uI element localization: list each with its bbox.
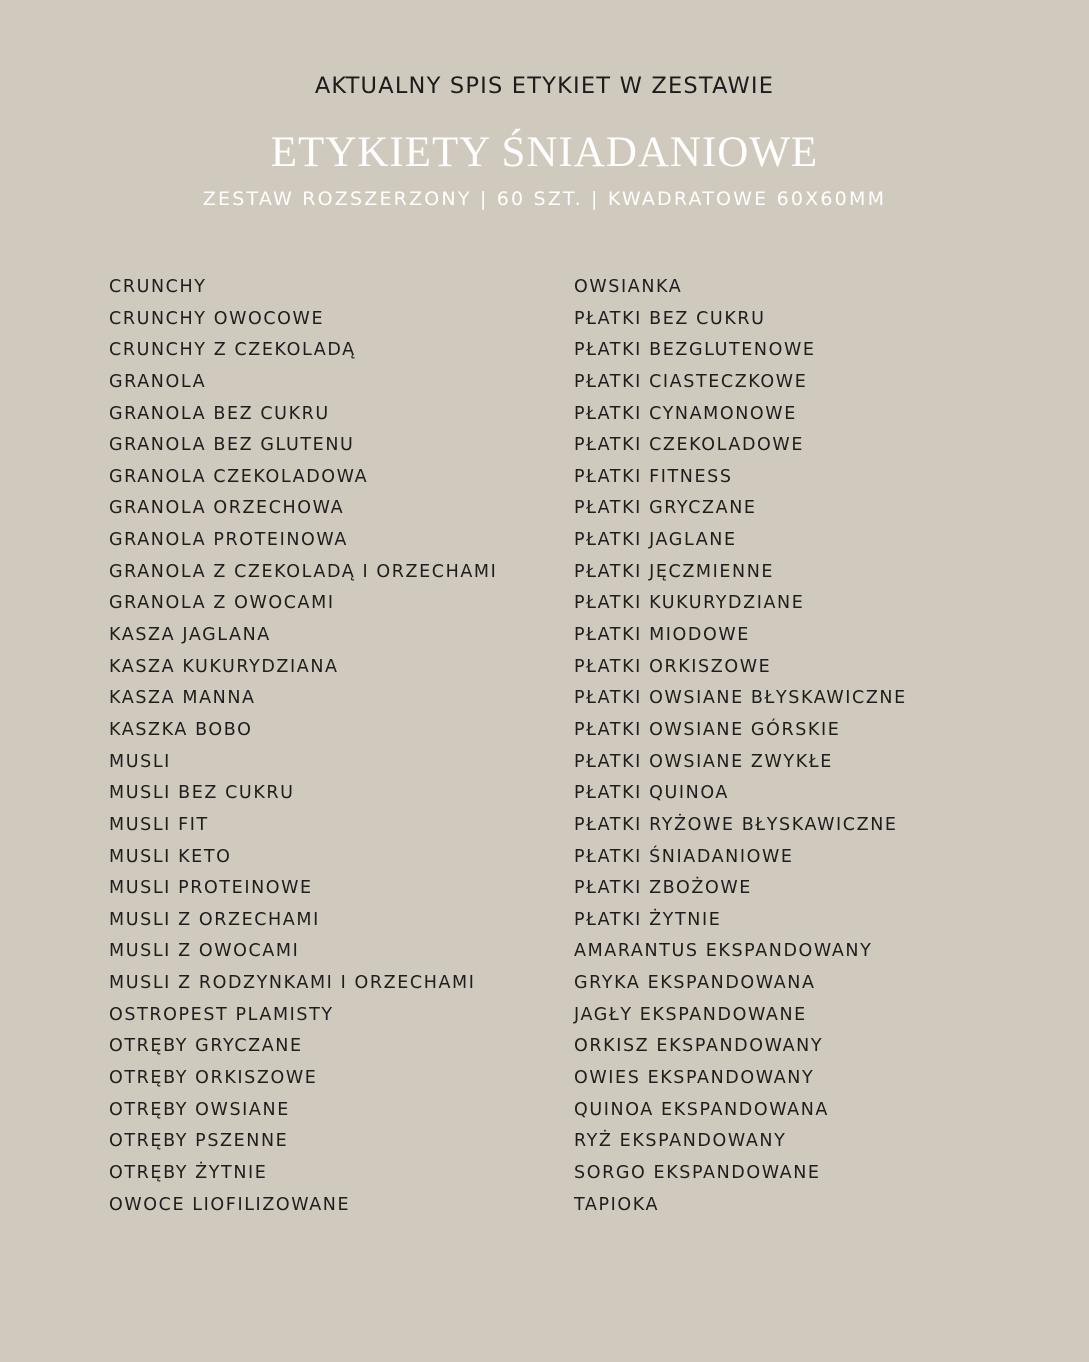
- label-item: OTRĘBY OWSIANE: [109, 1099, 290, 1120]
- label-item: MUSLI KETO: [109, 846, 232, 867]
- label-item: MUSLI Z RODZYNKAMI I ORZECHAMI: [109, 973, 476, 994]
- label-item: KASZKA BOBO: [109, 719, 253, 740]
- set-subtitle: ZESTAW ROZSZERZONY | 60 SZT. | KWADRATOWE 60X60MM: [202, 188, 887, 210]
- label-item: PŁATKI FITNESS: [574, 466, 733, 487]
- label-item: OWIES EKSPANDOWANY: [574, 1068, 815, 1089]
- label-item: OWOCE LIOFILIZOWANE: [109, 1194, 351, 1215]
- label-item: MUSLI BEZ CUKRU: [109, 783, 295, 804]
- label-item: PŁATKI BEZ CUKRU: [574, 308, 766, 329]
- label-item: PŁATKI OWSIANE ZWYKŁE: [574, 751, 833, 772]
- label-item: GRANOLA Z CZEKOLADĄ I ORZECHAMI: [109, 561, 498, 582]
- label-item: CRUNCHY: [109, 277, 207, 297]
- label-item: KASZA MANNA: [109, 688, 256, 709]
- label-item: PŁATKI JĘCZMIENNE: [574, 561, 775, 582]
- label-item: MUSLI PROTEINOWE: [109, 878, 313, 899]
- label-item: KASZA JAGLANA: [109, 625, 271, 646]
- label-item: PŁATKI CYNAMONOWE: [574, 403, 797, 424]
- label-item: GRANOLA PROTEINOWA: [109, 530, 348, 551]
- label-item: OTRĘBY ŻYTNIE: [109, 1162, 268, 1183]
- label-item: MUSLI Z ORZECHAMI: [109, 909, 320, 930]
- label-item: PŁATKI CZEKOLADOWE: [574, 435, 804, 456]
- label-item: AMARANTUS EKSPANDOWANY: [574, 941, 873, 962]
- label-item: PŁATKI ŚNIADANIOWE: [574, 846, 794, 867]
- label-item: PŁATKI GRYCZANE: [574, 498, 757, 519]
- page-title: ETYKIETY ŚNIADANIOWE: [270, 129, 819, 176]
- label-item: GRANOLA: [109, 371, 207, 392]
- label-item: GRYKA EKSPANDOWANA: [574, 973, 816, 994]
- label-item: PŁATKI KUKURYDZIANE: [574, 593, 805, 614]
- label-item: OSTROPEST PLAMISTY: [109, 1004, 334, 1025]
- label-item: MUSLI: [109, 751, 171, 772]
- label-item: PŁATKI BEZGLUTENOWE: [574, 340, 816, 361]
- label-item: PŁATKI ORKISZOWE: [574, 656, 772, 677]
- label-item: PŁATKI QUINOA: [574, 783, 729, 804]
- label-item: PŁATKI OWSIANE BŁYSKAWICZNE: [574, 688, 907, 709]
- label-item: CRUNCHY OWOCOWE: [109, 308, 325, 329]
- label-item: SORGO EKSPANDOWANE: [574, 1162, 821, 1183]
- label-item: PŁATKI CIASTECZKOWE: [574, 371, 808, 392]
- label-item: TAPIOKA: [574, 1194, 660, 1215]
- label-item: GRANOLA Z OWOCAMI: [109, 593, 335, 614]
- label-item: PŁATKI OWSIANE GÓRSKIE: [574, 719, 841, 740]
- label-item: GRANOLA BEZ CUKRU: [109, 403, 330, 424]
- label-item: JAGŁY EKSPANDOWANE: [574, 1004, 807, 1025]
- label-item: PŁATKI MIODOWE: [574, 625, 750, 646]
- label-item: ORKISZ EKSPANDOWANY: [574, 1036, 824, 1057]
- label-item: MUSLI FIT: [109, 814, 209, 835]
- label-item: CRUNCHY Z CZEKOLADĄ: [109, 340, 356, 361]
- label-item: GRANOLA BEZ GLUTENU: [109, 435, 355, 456]
- label-list-left-column: [109, 272, 549, 1221]
- label-item: PŁATKI RYŻOWE BŁYSKAWICZNE: [574, 814, 898, 835]
- label-item: OTRĘBY GRYCZANE: [109, 1036, 303, 1057]
- label-item: OTRĘBY PSZENNE: [109, 1131, 289, 1152]
- label-item: GRANOLA ORZECHOWA: [109, 498, 345, 519]
- label-item: GRANOLA CZEKOLADOWA: [109, 466, 369, 487]
- label-item: PŁATKI JAGLANE: [574, 530, 737, 551]
- label-item: KASZA KUKURYDZIANA: [109, 656, 339, 677]
- label-list-right-column: [574, 272, 1034, 1221]
- label-item: RYŻ EKSPANDOWANY: [574, 1131, 787, 1152]
- label-item: QUINOA EKSPANDOWANA: [574, 1099, 830, 1120]
- label-item: PŁATKI ŻYTNIE: [574, 909, 722, 930]
- pre-title: AKTUALNY SPIS ETYKIET W ZESTAWIE: [314, 73, 775, 99]
- label-item: PŁATKI ZBOŻOWE: [574, 878, 752, 899]
- label-item: MUSLI Z OWOCAMI: [109, 941, 300, 962]
- label-item: OWSIANKA: [574, 277, 683, 297]
- label-item: OTRĘBY ORKISZOWE: [109, 1068, 318, 1089]
